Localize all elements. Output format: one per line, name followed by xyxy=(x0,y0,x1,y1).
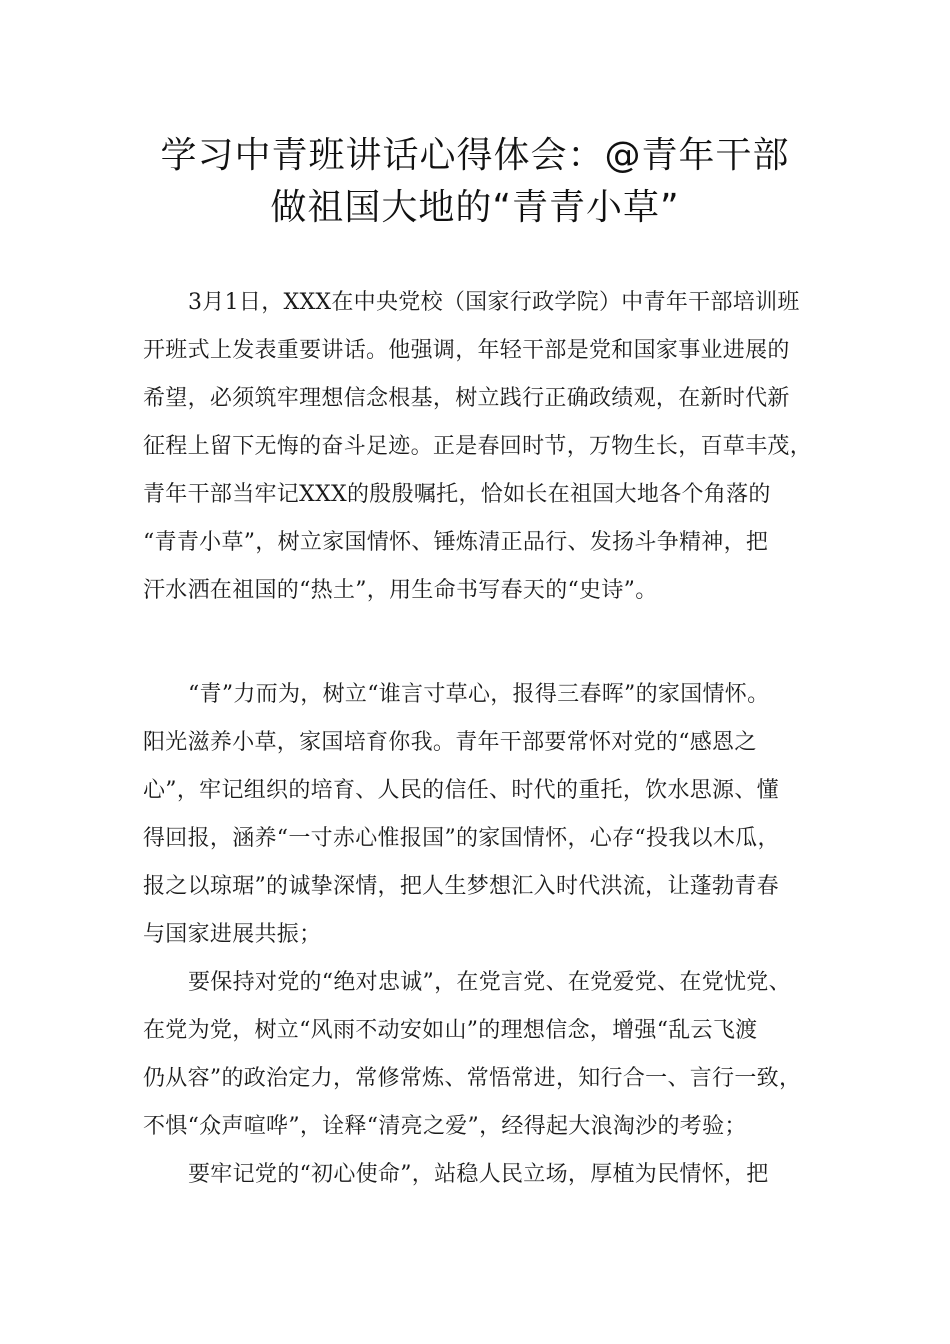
paragraph-line: 要牢记党的“初心使命”，站稳人民立场，厚植为民情怀，把 xyxy=(188,1162,769,1187)
paragraph-line: 征程上留下无悔的奋斗足迹。正是春回时节，万物生长，百草丰茂， xyxy=(143,434,813,459)
paragraph-line: 在党为党，树立“风雨不动安如山”的理想信念，增强“乱云飞渡 xyxy=(143,1018,758,1043)
document-title-line-2: 做祖国大地的“青青小草” xyxy=(270,187,680,228)
paragraph-line: 开班式上发表重要讲话。他强调，年轻干部是党和国家事业进展的 xyxy=(143,338,790,363)
paragraph-line: “青”力而为，树立“谁言寸草心，报得三春晖”的家国情怀。 xyxy=(188,682,770,707)
paragraph-line: 得回报，涵养“一寸赤心惟报国”的家国情怀，心存“投我以木瓜， xyxy=(143,826,780,851)
paragraph-line: 不惧“众声喧哗”，诠释“清亮之爱”，经得起大浪淘沙的考验； xyxy=(143,1114,747,1139)
paragraph-line: 报之以琼琚”的诚挚深情，把人生梦想汇入时代洪流，让蓬勃青春 xyxy=(143,874,779,899)
paragraph-line: 要保持对党的“绝对忠诚”，在党言党、在党爱党、在党忧党、 xyxy=(188,970,791,995)
paragraph-line: 3月1日，XXX在中央党校（国家行政学院）中青年干部培训班 xyxy=(188,290,800,315)
paragraph-line: 仍从容”的政治定力，常修常炼、常悟常进，知行合一、言行一致， xyxy=(143,1066,802,1091)
paragraph-line: 青年干部当牢记XXX的殷殷嘱托，恰如长在祖国大地各个角落的 xyxy=(143,482,771,507)
paragraph-line: “青青小草”，树立家国情怀、锤炼清正品行、发扬斗争精神，把 xyxy=(143,530,769,555)
paragraph-line: 阳光滋养小草，家国培育你我。青年干部要常怀对党的“感恩之 xyxy=(143,730,757,755)
paragraph-line: 与国家进展共振； xyxy=(143,922,322,947)
paragraph-line: 心”，牢记组织的培育、人民的信任、时代的重托，饮水思源、懂 xyxy=(143,778,779,803)
document-title-line-1: 学习中青班讲话心得体会：@青年干部 xyxy=(160,135,790,176)
paragraph-line: 希望，必须筑牢理想信念根基，树立践行正确政绩观，在新时代新 xyxy=(143,386,790,411)
paragraph-line: 汗水洒在祖国的“热土”，用生命书写春天的“史诗”。 xyxy=(143,578,658,603)
